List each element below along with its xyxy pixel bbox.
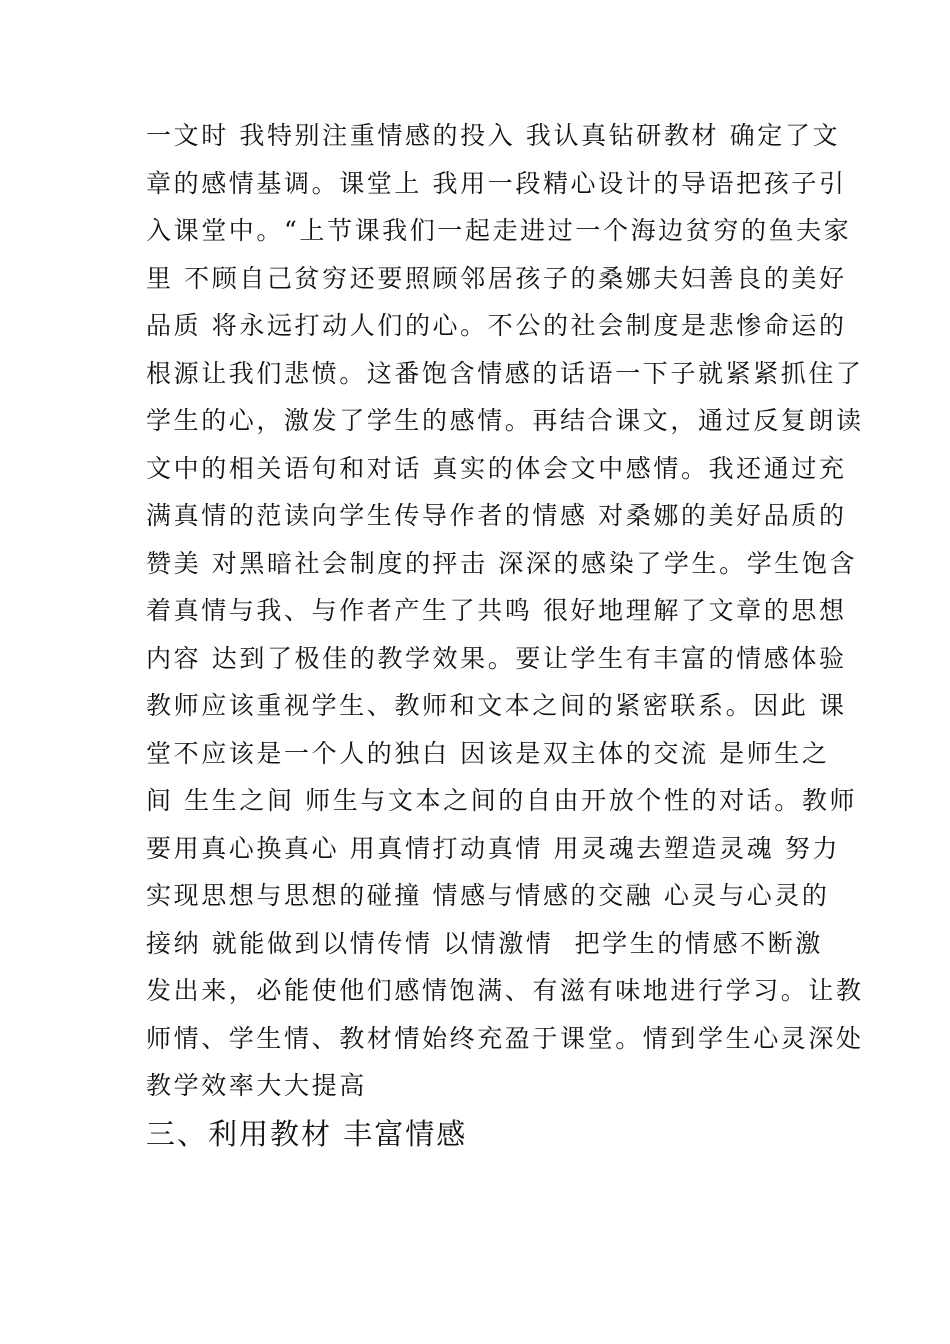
text-line: 内容 达到了极佳的教学效果。要让学生有丰富的情感体验 <box>146 643 847 673</box>
text-line: 发出来，必能使他们感情饱满、有滋有味地进行学习。让教 <box>146 976 864 1005</box>
text-line: 章的感情基调。课堂上 我用一段精心设计的导语把孩子引 <box>146 168 847 198</box>
text-line: 根源让我们悲愤。这番饱含情感的话语一下子就紧紧抓住了 <box>146 358 864 388</box>
text-line: 赞美 对黑暗社会制度的抨击 深深的感染了学生。学生饱含 <box>146 548 858 578</box>
text-line: 着真情与我、与作者产生了共鸣 很好地理解了文章的思想 <box>146 596 847 625</box>
text-line: 一文时 我特别注重情感的投入 我认真钻研教材 确定了文 <box>146 121 841 150</box>
text-line: 要用真心换真心 用真情打动真情 用灵魂去塑造灵魂 努力 <box>146 833 841 863</box>
text-line: 品质 将永远打动人们的心。不公的社会制度是悲惨命运的 <box>146 311 847 340</box>
text-line: 实现思想与思想的碰撞 情感与情感的交融 心灵与心灵的 <box>146 881 830 910</box>
section-heading: 三、利用教材 丰富情感 <box>146 1116 468 1151</box>
text-line: 里 不顾自己贫穷还要照顾邻居孩子的桑娜夫妇善良的美好 <box>146 263 847 293</box>
text-line: 接纳 就能做到以情传情 以情激情 把学生的情感不断激 <box>146 928 823 958</box>
text-line: 教师应该重视学生、教师和文本之间的紧密联系。因此 课 <box>146 691 847 720</box>
text-line: 教学效率大大提高 <box>146 1071 367 1100</box>
text-line: 文中的相关语句和对话 真实的体会文中感情。我还通过充 <box>146 453 847 483</box>
text-line: 满真情的范读向学生传导作者的情感 对桑娜的美好品质的 <box>146 501 847 530</box>
text-line: 入课堂中。“上节课我们一起走进过一个海边贫穷的鱼夫家 <box>146 216 852 245</box>
text-line: 学生的心，激发了学生的感情。再结合课文，通过反复朗读 <box>146 406 864 435</box>
text-line: 间 生生之间 师生与文本之间的自由开放个性的对话。教师 <box>146 786 858 815</box>
text-line: 师情、学生情、教材情始终充盈于课堂。情到学生心灵深处 <box>146 1023 864 1053</box>
text-line: 堂不应该是一个人的独白 因该是双主体的交流 是师生之 <box>146 738 830 768</box>
body-text <box>146 112 864 1158</box>
